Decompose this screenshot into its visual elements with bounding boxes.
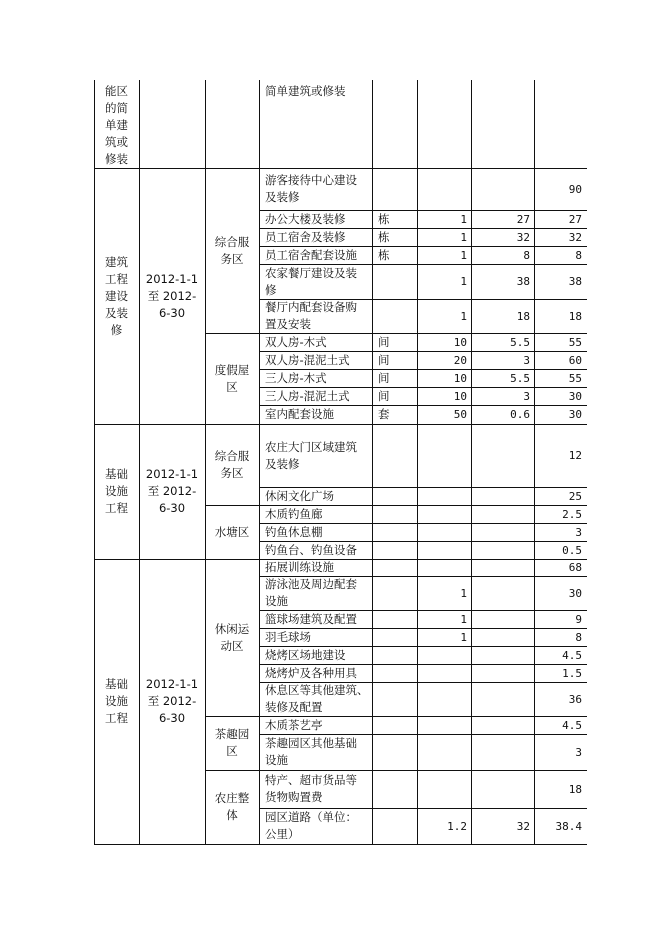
item-name: 置及安装 bbox=[265, 317, 311, 331]
unit-cell: 间 bbox=[378, 353, 390, 367]
item-name: 设施 bbox=[265, 753, 288, 767]
project-name: 及装 bbox=[105, 306, 128, 320]
quantity-cell: 10 bbox=[453, 336, 467, 349]
quantity-cell: 1 bbox=[460, 631, 467, 644]
total-cell: 27 bbox=[568, 213, 582, 226]
area-name: 农庄整 bbox=[214, 791, 250, 805]
project-name: 单建 bbox=[105, 118, 128, 132]
unit-cell: 间 bbox=[378, 335, 390, 349]
item-name: 钓鱼休息棚 bbox=[265, 525, 323, 539]
column-border bbox=[94, 80, 95, 845]
item-name: 木质茶艺亭 bbox=[265, 718, 323, 732]
total-cell: 18 bbox=[568, 310, 582, 323]
column-border bbox=[205, 80, 206, 845]
unit-cell: 间 bbox=[378, 371, 390, 385]
column-border bbox=[471, 80, 472, 845]
project-name: 工程 bbox=[105, 501, 128, 515]
item-name: 简单建筑或修装 bbox=[265, 84, 346, 98]
area-name: 动区 bbox=[220, 639, 244, 653]
total-cell: 68 bbox=[568, 561, 582, 574]
total-cell: 30 bbox=[568, 408, 582, 421]
quantity-cell: 1.2 bbox=[447, 820, 467, 833]
total-cell: 38 bbox=[568, 275, 582, 288]
project-name: 工程 bbox=[105, 272, 128, 286]
total-cell: 60 bbox=[568, 354, 582, 367]
area-name: 水塘区 bbox=[214, 525, 250, 539]
construction-period: 2012-1-1 bbox=[145, 272, 199, 286]
area-name: 综合服 bbox=[214, 235, 250, 249]
total-cell: 38.4 bbox=[555, 820, 582, 833]
unit-cell: 栋 bbox=[378, 248, 390, 262]
project-name: 设施 bbox=[105, 484, 128, 498]
area-name: 区 bbox=[226, 744, 238, 758]
project-name: 工程 bbox=[105, 711, 128, 725]
total-cell: 0.5 bbox=[562, 544, 582, 557]
total-cell: 1.5 bbox=[562, 667, 582, 680]
item-name: 园区道路（单位： bbox=[265, 810, 357, 824]
unit-price-cell: 5.5 bbox=[510, 336, 530, 349]
section-border bbox=[94, 424, 587, 425]
item-name: 休息区等其他建筑、 bbox=[265, 683, 369, 697]
item-name: 公里） bbox=[265, 827, 300, 841]
item-name: 休闲文化广场 bbox=[265, 489, 334, 503]
item-name: 货物购置费 bbox=[265, 790, 323, 804]
project-name: 的简 bbox=[105, 101, 128, 115]
item-name: 烧烤区场地建设 bbox=[265, 648, 346, 662]
quantity-cell: 1 bbox=[460, 231, 467, 244]
unit-price-cell: 0.6 bbox=[510, 408, 530, 421]
item-name: 游泳池及周边配套 bbox=[265, 577, 357, 591]
item-name: 篮球场建筑及配置 bbox=[265, 612, 357, 626]
total-cell: 90 bbox=[568, 183, 582, 196]
item-name: 茶趣园区其他基础 bbox=[265, 736, 357, 750]
item-name: 及装修 bbox=[265, 190, 300, 204]
total-cell: 3 bbox=[575, 526, 582, 539]
unit-cell: 栋 bbox=[378, 212, 390, 226]
area-name: 务区 bbox=[220, 252, 244, 266]
total-cell: 8 bbox=[575, 249, 582, 262]
total-cell: 30 bbox=[568, 390, 582, 403]
construction-period: 至 2012- bbox=[147, 694, 197, 708]
unit-price-cell: 5.5 bbox=[510, 372, 530, 385]
area-border bbox=[205, 770, 260, 771]
unit-price-cell: 38 bbox=[516, 275, 530, 288]
item-name: 农庄大门区域建筑 bbox=[265, 440, 357, 454]
item-name: 羽毛球场 bbox=[265, 630, 311, 644]
quantity-cell: 10 bbox=[453, 372, 467, 385]
quantity-cell: 10 bbox=[453, 390, 467, 403]
total-cell: 55 bbox=[568, 372, 582, 385]
unit-price-cell: 32 bbox=[516, 820, 530, 833]
total-cell: 9 bbox=[575, 613, 582, 626]
area-name: 茶趣园 bbox=[214, 727, 250, 741]
item-name: 烧烤炉及各种用具 bbox=[265, 666, 357, 680]
unit-price-cell: 3 bbox=[523, 390, 530, 403]
item-name: 设施 bbox=[265, 594, 288, 608]
area-border bbox=[205, 333, 260, 334]
total-cell: 36 bbox=[568, 693, 582, 706]
item-name: 装修及配置 bbox=[265, 700, 323, 714]
item-name: 员工宿舍及装修 bbox=[265, 230, 346, 244]
row-border bbox=[259, 770, 587, 771]
unit-price-cell: 27 bbox=[516, 213, 530, 226]
item-name: 餐厅内配套设备购 bbox=[265, 300, 357, 314]
area-name: 综合服 bbox=[214, 449, 250, 463]
unit-cell: 套 bbox=[378, 407, 390, 421]
construction-period: 6-30 bbox=[158, 501, 186, 515]
item-name: 钓鱼台、钓鱼设备 bbox=[265, 543, 357, 557]
item-name: 室内配套设施 bbox=[265, 407, 334, 421]
total-cell: 2.5 bbox=[562, 508, 582, 521]
area-name: 休闲运 bbox=[214, 622, 250, 636]
total-cell: 32 bbox=[568, 231, 582, 244]
project-name: 修 bbox=[110, 323, 123, 337]
column-border bbox=[259, 80, 260, 845]
total-cell: 25 bbox=[568, 490, 582, 503]
area-name: 体 bbox=[226, 808, 238, 822]
item-name: 拓展训练设施 bbox=[265, 560, 334, 574]
column-border bbox=[372, 80, 373, 845]
quantity-cell: 20 bbox=[453, 354, 467, 367]
area-name: 区 bbox=[226, 380, 238, 394]
item-name: 木质钓鱼廊 bbox=[265, 507, 323, 521]
unit-cell: 间 bbox=[378, 389, 390, 403]
quantity-cell: 1 bbox=[460, 310, 467, 323]
unit-price-cell: 3 bbox=[523, 354, 530, 367]
construction-period: 6-30 bbox=[158, 711, 186, 725]
project-name: 修装 bbox=[105, 152, 128, 166]
item-name: 三人房-木式 bbox=[265, 371, 327, 385]
item-name: 双人房-混泥土式 bbox=[265, 353, 350, 367]
item-name: 修 bbox=[265, 283, 277, 297]
total-cell: 4.5 bbox=[562, 649, 582, 662]
total-cell: 18 bbox=[568, 783, 582, 796]
column-border bbox=[417, 80, 418, 845]
item-name: 三人房-混泥土式 bbox=[265, 389, 350, 403]
total-cell: 12 bbox=[568, 449, 582, 462]
project-name: 筑或 bbox=[105, 135, 128, 149]
item-name: 办公大楼及装修 bbox=[265, 212, 346, 226]
unit-price-cell: 32 bbox=[516, 231, 530, 244]
section-border bbox=[94, 168, 587, 169]
section-border bbox=[94, 559, 587, 560]
column-border bbox=[139, 80, 140, 845]
quantity-cell: 1 bbox=[460, 613, 467, 626]
total-cell: 30 bbox=[568, 587, 582, 600]
area-name: 务区 bbox=[220, 466, 244, 480]
area-border bbox=[205, 505, 260, 506]
project-name: 建设 bbox=[105, 289, 128, 303]
project-name: 基础 bbox=[105, 467, 128, 481]
quantity-cell: 1 bbox=[460, 587, 467, 600]
construction-period: 至 2012- bbox=[147, 289, 197, 303]
quantity-cell: 1 bbox=[460, 275, 467, 288]
area-name: 度假屋 bbox=[214, 363, 250, 377]
project-name: 建筑 bbox=[105, 255, 128, 269]
project-name: 设施 bbox=[105, 694, 128, 708]
unit-price-cell: 8 bbox=[523, 249, 530, 262]
item-name: 双人房-木式 bbox=[265, 335, 327, 349]
project-name: 基础 bbox=[105, 677, 128, 691]
project-name: 能区 bbox=[105, 84, 128, 98]
construction-period: 2012-1-1 bbox=[145, 467, 199, 481]
item-name: 特产、超市货品等 bbox=[265, 773, 357, 787]
area-border bbox=[205, 716, 260, 717]
quantity-cell: 1 bbox=[460, 213, 467, 226]
construction-period: 2012-1-1 bbox=[145, 677, 199, 691]
column-border bbox=[534, 80, 535, 845]
construction-period: 至 2012- bbox=[147, 484, 197, 498]
table-bottom-border bbox=[94, 844, 587, 845]
total-cell: 8 bbox=[575, 631, 582, 644]
item-name: 农家餐厅建设及装 bbox=[265, 266, 357, 280]
unit-price-cell: 18 bbox=[516, 310, 530, 323]
item-name: 员工宿舍配套设施 bbox=[265, 248, 357, 262]
unit-cell: 栋 bbox=[378, 230, 390, 244]
total-cell: 4.5 bbox=[562, 719, 582, 732]
construction-period: 6-30 bbox=[158, 306, 186, 320]
quantity-cell: 50 bbox=[453, 408, 467, 421]
item-name: 游客接待中心建设 bbox=[265, 173, 357, 187]
item-name: 及装修 bbox=[265, 457, 300, 471]
quantity-cell: 1 bbox=[460, 249, 467, 262]
total-cell: 3 bbox=[575, 746, 582, 759]
total-cell: 55 bbox=[568, 336, 582, 349]
